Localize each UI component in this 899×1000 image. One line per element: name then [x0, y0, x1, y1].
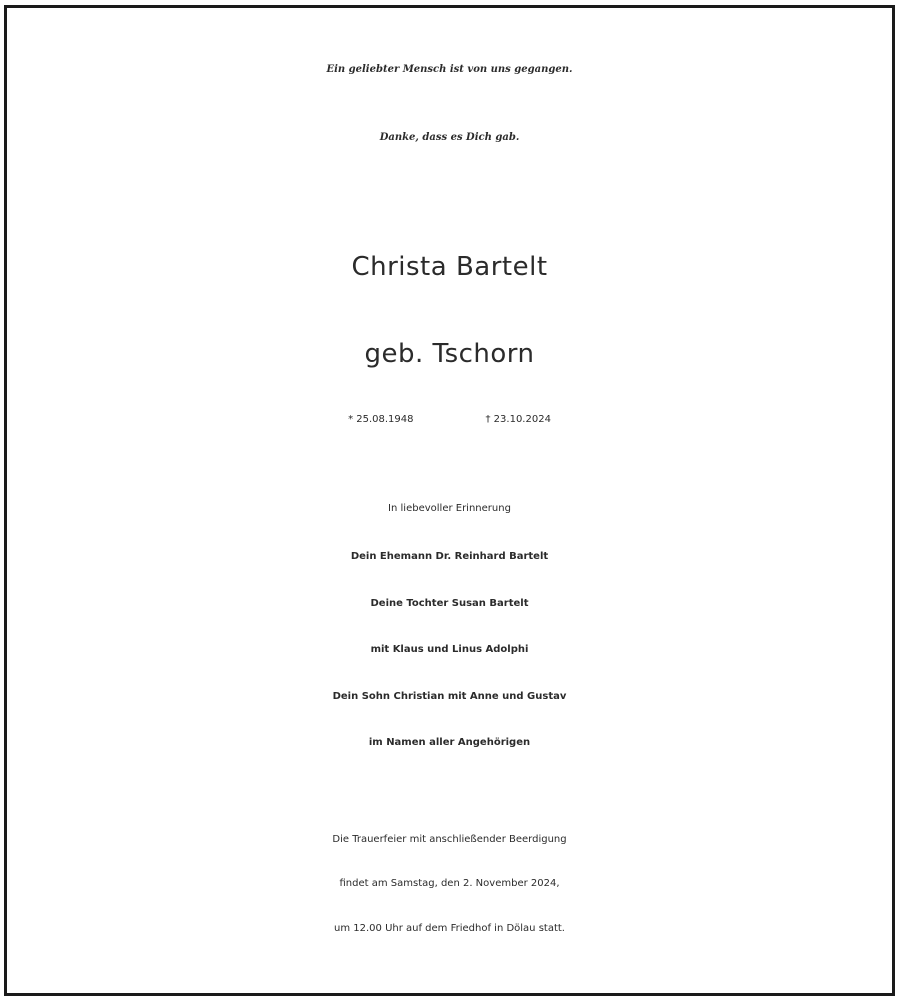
service-line: findet am Samstag, den 2. November 2024, — [339, 878, 560, 889]
motto-line-1: Ein geliebter Mensch ist von uns gegangen. — [326, 64, 573, 75]
family-line: Dein Ehemann Dr. Reinhard Bartelt — [350, 551, 549, 562]
deceased-name: Christa Bartelt — [351, 252, 548, 282]
family-line: Deine Tochter Susan Bartelt — [370, 598, 529, 609]
service-line: Die Trauerfeier mit anschließender Beerdigung — [332, 834, 567, 845]
family-line: mit Klaus und Linus Adolphi — [370, 644, 529, 655]
life-dates — [7, 414, 892, 425]
death-date: † 23.10.2024 — [485, 414, 551, 425]
family-line: Dein Sohn Christian mit Anne und Gustav — [332, 691, 567, 702]
memory-line: In liebevoller Erinnerung — [388, 503, 511, 514]
motto-line-2: Danke, dass es Dich gab. — [379, 132, 520, 143]
maiden-name: geb. Tschorn — [364, 339, 535, 369]
birth-date: * 25.08.1948 — [348, 414, 414, 425]
service-line: um 12.00 Uhr auf dem Friedhof in Dölau statt. — [334, 923, 565, 934]
obituary-notice — [4, 5, 895, 996]
family-line: im Namen aller Angehörigen — [368, 737, 531, 748]
